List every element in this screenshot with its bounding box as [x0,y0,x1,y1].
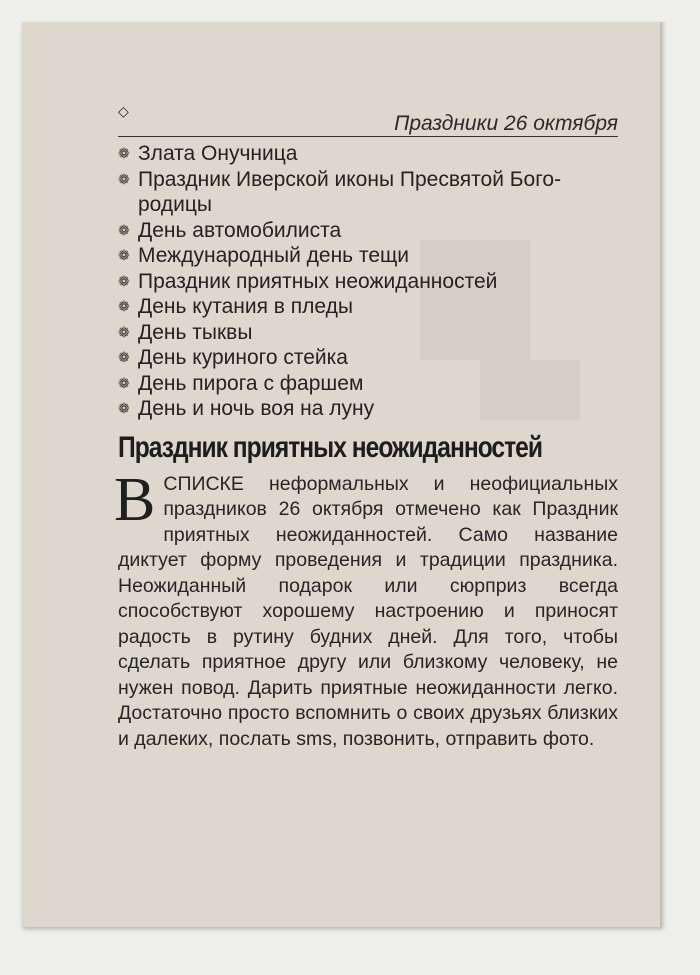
flower-bullet-icon: ❁ [118,145,130,161]
list-item [118,294,618,320]
section-title: Праздники 26 октября [394,112,618,135]
list-item-text: День и ночь воя на луну [138,397,375,420]
list-item [118,320,618,346]
list-item-text: День кутания в пледы [138,295,353,318]
list-item [118,167,618,218]
list-item [118,345,618,371]
flower-bullet-icon: ❁ [118,247,130,263]
paper-shadow [660,22,666,927]
list-item-text: День пирога с фаршем [138,371,364,395]
list-item-text: Злата Онучница [138,142,298,165]
list-item-text: Праздник приятных неожиданностей [138,269,498,293]
list-item [118,396,618,422]
list-item-text: День куриного стейка [138,346,348,369]
holiday-list [118,141,618,422]
list-item-text: Праздник Иверской иконы Пресвятой Бого-родицы [138,167,562,216]
article-body [114,465,618,753]
list-item [118,141,618,167]
list-item [118,269,618,295]
diamond-icon: ◇ [118,103,129,119]
drop-cap: В [114,465,156,534]
list-item-text: День тыквы [138,320,253,344]
list-item [118,218,618,244]
list-item-text: День автомобилиста [138,218,342,242]
flower-bullet-icon: ❁ [118,221,130,238]
list-item [118,243,618,269]
article-title: Праздник приятных неожиданностей [118,430,543,464]
flower-bullet-icon: ❁ [118,298,130,314]
flower-bullet-icon: ❁ [118,323,130,340]
flower-bullet-icon: ❁ [118,400,130,416]
flower-bullet-icon: ❁ [118,349,130,365]
list-item [118,371,618,397]
flower-bullet-icon: ❁ [118,170,130,187]
clipping-content [114,100,618,752]
section-header [118,100,618,137]
flower-bullet-icon: ❁ [118,272,130,289]
list-item-text: Международный день тещи [138,244,410,267]
article-text: СПИСКЕ неформальных и неофициальных праздников 26 октября отмечено как Праздник приятных неожиданностей. Само название диктует форму проведения и традиции праздника. Неожиданный подарок или сюрприз всегда способствуют хорошему настроению и приносят радость в рутину будних дней. Для того, чтобы сделать приятное другу или близкому человеку, не нужен повод. Дарить приятные неожиданности легко. Достаточно просто вспомнить о своих друзьях близких и далеких, послать sms, позвонить, отправить фото. [118,472,618,750]
flower-bullet-icon: ❁ [118,374,130,391]
